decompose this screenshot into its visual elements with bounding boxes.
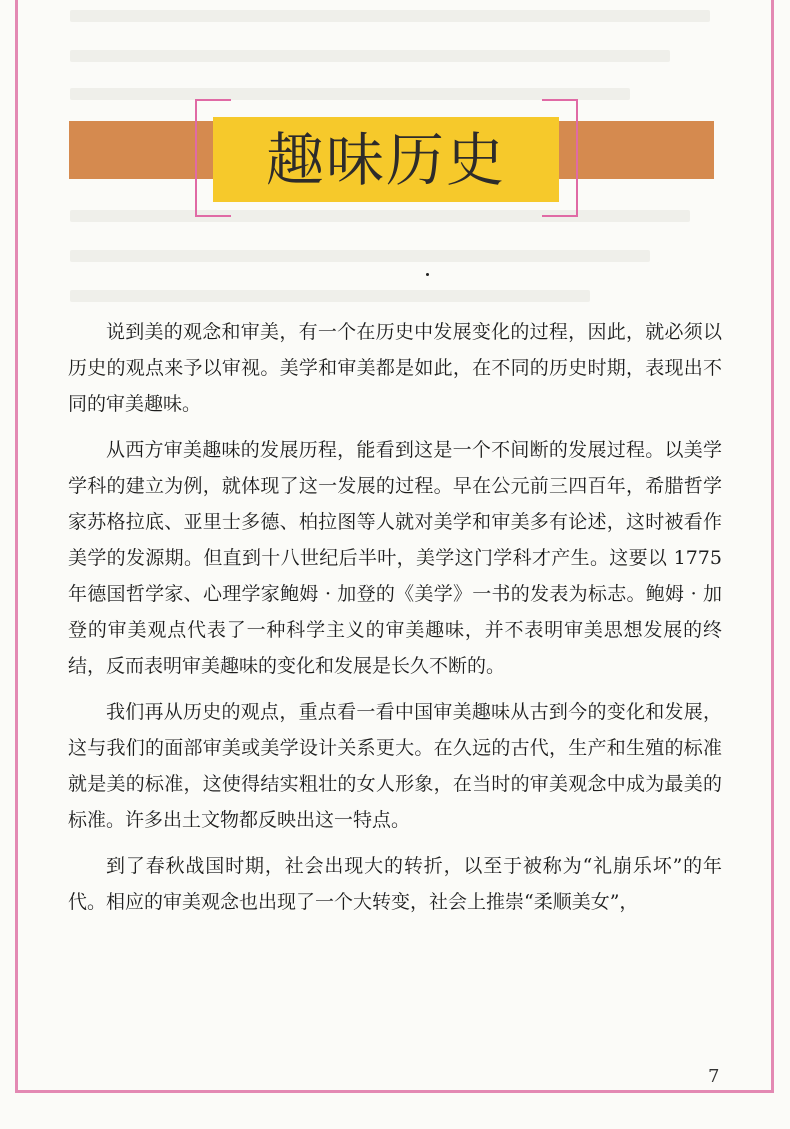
bleed-through-line	[70, 250, 650, 262]
section-title: 趣味历史	[265, 125, 506, 194]
page-number: 7	[708, 1066, 720, 1087]
decorative-dot	[426, 273, 429, 276]
section-title-box	[213, 117, 559, 202]
paragraph: 到了春秋战国时期，社会出现大的转折，以至于被称为“礼崩乐坏”的年代。相应的审美观念也出现了一个大转变，社会上推崇“柔顺美女”，	[68, 855, 722, 913]
bleed-through-line	[70, 50, 670, 62]
paragraph: 从西方审美趣味的发展历程，能看到这是一个不间断的发展过程。以美学学科的建立为例，就体现了这一发展的过程。早在公元前三四百年，希腊哲学家苏格拉底、亚里士多德、柏拉图等人就对美学和审美多有论述，这时被看作美学的发源期。但直到十八世纪后半叶，美学这门学科才产生。这要以 1775 年德国哲学家、心理学家鲍姆 · 加登的《美学》一书的发表为标志。鲍姆 · 加登的审美观点代表了一种科学主义的审美趣味，并不表明审美思想发展的终结，反而表明审美趣味的变化和发展是长久不断的。	[68, 439, 722, 677]
body-text	[68, 314, 722, 930]
bleed-through-line	[70, 10, 710, 22]
paragraph: 我们再从历史的观点，重点看一看中国审美趣味从古到今的变化和发展，这与我们的面部审美或美学设计关系更大。在久远的古代，生产和生殖的标准就是美的标准，这使得结实粗壮的女人形象，在当时的审美观念中成为最美的标准。许多出土文物都反映出这一特点。	[68, 701, 722, 831]
paragraph: 说到美的观念和审美，有一个在历史中发展变化的过程，因此，就必须以历史的观点来予以审视。美学和审美都是如此，在不同的历史时期，表现出不同的审美趣味。	[68, 321, 722, 415]
bleed-through-line	[70, 290, 590, 302]
bleed-through-line	[70, 210, 690, 222]
